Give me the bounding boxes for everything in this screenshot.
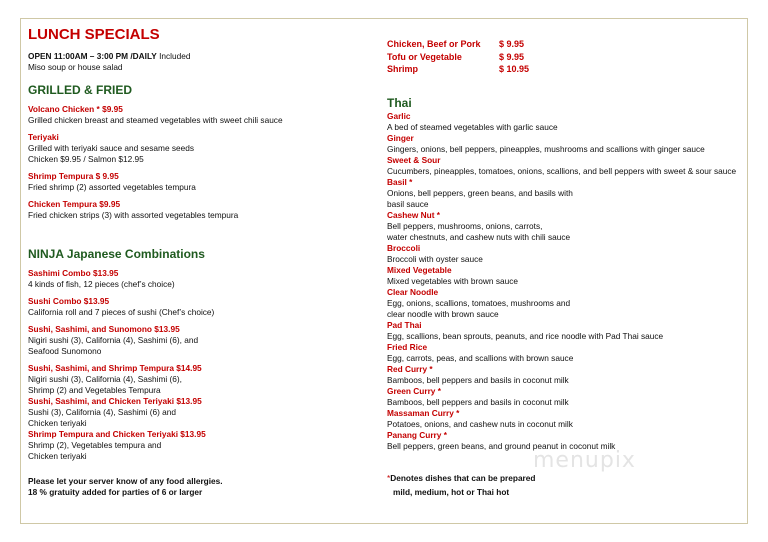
menu-item-name: Mixed Vegetable	[387, 264, 452, 275]
menu-item	[28, 363, 358, 396]
hours-line	[28, 51, 358, 62]
menu-item-description: A bed of steamed vegetables with garlic sauce	[387, 121, 558, 132]
price-label: Shrimp	[387, 64, 419, 74]
menu-item-description: Bamboos, bell peppers and basils in coconut milk	[387, 396, 569, 407]
menu-item-name: Teriyaki	[28, 132, 59, 142]
hours-rest: Included	[156, 51, 191, 61]
menu-item-description: Nigiri sushi (3), California (4), Sashimi (6),	[28, 374, 182, 384]
menu-item-name: Shrimp Tempura $ 9.95	[28, 171, 119, 181]
price-row	[387, 51, 747, 64]
menu-item-name: Pad Thai	[387, 319, 422, 330]
price-list	[387, 38, 747, 76]
menu-item-description: California roll and 7 pieces of sushi (Chef’s choice)	[28, 307, 215, 317]
menu-item	[387, 320, 747, 342]
menu-item	[28, 296, 358, 318]
price-row	[387, 38, 747, 51]
menu-item-description: Seafood Sunomono	[28, 346, 102, 356]
menu-item	[387, 155, 747, 177]
menu-item-description: Egg, scallions, bean sprouts, peanuts, and rice noodle with Pad Thai sauce	[387, 330, 664, 341]
menu-item	[387, 408, 747, 430]
menu-item-description: 4 kinds of fish, 12 pieces (chef’s choice)	[28, 279, 175, 289]
spice-note-line	[387, 473, 747, 484]
menu-item	[387, 287, 747, 320]
menu-item-description: clear noodle with brown sauce	[387, 308, 499, 319]
menu-item-description: Bell peppers, green beans, and ground peanut in coconut milk	[387, 440, 616, 451]
price-value: $ 9.95	[499, 51, 525, 62]
menu-item-name: Volcano Chicken * $9.95	[28, 104, 123, 114]
menu-item-description: Egg, onions, scallions, tomatoes, mushrooms and	[387, 297, 571, 308]
menu-item-description: Cucumbers, pineapples, tomatoes, onions, scallions, and bell peppers with sweet & sour sauce	[387, 165, 737, 176]
ninja-list	[28, 268, 358, 357]
menu-item-name: Basil *	[387, 176, 413, 187]
menu-item	[387, 243, 747, 265]
menu-item-description: Fried chicken strips (3) with assorted vegetables tempura	[28, 210, 239, 220]
menu-item-description: Potatoes, onions, and cashew nuts in coconut milk	[387, 418, 573, 429]
menu-item-name: Sweet & Sour	[387, 154, 441, 165]
menu-item-name: Sushi, Sashimi, and Chicken Teriyaki $13.95	[28, 396, 202, 406]
right-column	[387, 38, 747, 498]
price-label: Tofu or Vegetable	[387, 51, 462, 62]
menu-item-name: Clear Noodle	[387, 286, 439, 297]
lunch-specials-title: LUNCH SPECIALS	[28, 26, 160, 43]
spice-note: Denotes dishes that can be prepared	[390, 472, 536, 483]
allergy-note: Please let your server know of any food allergies.	[28, 476, 223, 486]
menu-item	[28, 199, 358, 221]
menu-item	[387, 386, 747, 408]
thai-list	[387, 111, 747, 452]
menu-item	[28, 132, 358, 165]
grilled-list	[28, 104, 358, 221]
grilled-heading: GRILLED & FRIED	[28, 83, 132, 97]
menu-item-name: Ginger	[387, 132, 414, 143]
left-column	[28, 26, 358, 498]
menu-item	[387, 210, 747, 243]
ninja-list-2	[28, 363, 358, 462]
menu-item-description: water chestnuts, and cashew nuts with chili sauce	[387, 231, 571, 242]
menu-item-description: Chicken teriyaki	[28, 418, 87, 428]
menu-item-description: Bamboos, bell peppers and basils in coconut milk	[387, 374, 569, 385]
menu-item-description: Grilled chicken breast and steamed vegetables with sweet chili sauce	[28, 115, 283, 125]
menu-item-name: Red Curry *	[387, 363, 433, 374]
thai-heading: Thai	[387, 95, 412, 110]
menu-item-name: Fried Rice	[387, 341, 428, 352]
menu-item-name: Shrimp Tempura and Chicken Teriyaki $13.95	[28, 429, 206, 439]
menu-item	[387, 111, 747, 133]
menu-item-description: Nigiri sushi (3), California (4), Sashimi (6), and	[28, 335, 199, 345]
hours-bold: OPEN 11:00AM – 3:00 PM /DAILY	[28, 51, 157, 61]
menu-item-description: Chicken $9.95 / Salmon $12.95	[28, 154, 144, 164]
menu-item	[387, 364, 747, 386]
menu-item-name: Sushi Combo $13.95	[28, 296, 110, 306]
menu-item-description: basil sauce	[387, 198, 429, 209]
menu-item	[387, 265, 747, 287]
price-value: $ 10.95	[499, 64, 530, 74]
menu-item-name: Sushi, Sashimi, and Sunomono $13.95	[28, 324, 180, 334]
menu-item-description: Shrimp (2) and Vegetables Tempura	[28, 385, 161, 395]
menu-item	[28, 268, 358, 290]
menu-item	[387, 342, 747, 364]
menu-item-name: Sushi, Sashimi, and Shrimp Tempura $14.95	[28, 363, 202, 373]
gratuity-note: 18 % gratuity added for parties of 6 or larger	[28, 487, 203, 497]
menu-item-description: Sushi (3), California (4), Sashimi (6) and	[28, 407, 177, 417]
menu-item-description: Shrimp (2), Vegetables tempura and	[28, 440, 162, 450]
menu-item	[387, 133, 747, 155]
spice-levels: mild, medium, hot or Thai hot	[393, 486, 510, 497]
spice-star: *	[387, 472, 391, 483]
hours-line-2: Miso soup or house salad	[28, 62, 123, 72]
menu-item-name: Broccoli	[387, 242, 421, 253]
menu-item-name: Green Curry *	[387, 385, 441, 396]
menu-item	[28, 324, 358, 357]
menu-item-description: Mixed vegetables with brown sauce	[387, 275, 518, 286]
menu-item	[28, 396, 358, 429]
menu-item-name: Panang Curry *	[387, 429, 447, 440]
menu-item	[387, 177, 747, 210]
ninja-heading: NINJA Japanese Combinations	[28, 247, 205, 261]
menu-item-name: Garlic	[387, 110, 411, 121]
menu-item-name: Chicken Tempura $9.95	[28, 199, 121, 209]
menu-item-description: Broccoli with oyster sauce	[387, 253, 483, 264]
menu-item	[28, 429, 358, 462]
menu-item-description: Chicken teriyaki	[28, 451, 87, 461]
menu-item-description: Onions, bell peppers, green beans, and basils with	[387, 187, 573, 198]
price-row	[387, 63, 747, 76]
watermark-text: menupix	[533, 448, 636, 473]
menu-item	[28, 171, 358, 193]
menu-item-description: Bell peppers, mushrooms, onions, carrots,	[387, 220, 543, 231]
price-value: $ 9.95	[499, 39, 525, 49]
menu-item-name: Cashew Nut *	[387, 209, 441, 220]
menu-item-description: Fried shrimp (2) assorted vegetables tempura	[28, 182, 196, 192]
menu-item-name: Massaman Curry *	[387, 407, 460, 418]
menu-item	[28, 104, 358, 126]
menu-item-name: Sashimi Combo $13.95	[28, 268, 119, 278]
price-label: Chicken, Beef or Pork	[387, 39, 481, 49]
menu-item-description: Egg, carrots, peas, and scallions with brown sauce	[387, 352, 574, 363]
menu-item-description: Gingers, onions, bell peppers, pineapples, mushrooms and scallions with ginger sauce	[387, 143, 705, 154]
menu-item-description: Grilled with teriyaki sauce and sesame seeds	[28, 143, 195, 153]
